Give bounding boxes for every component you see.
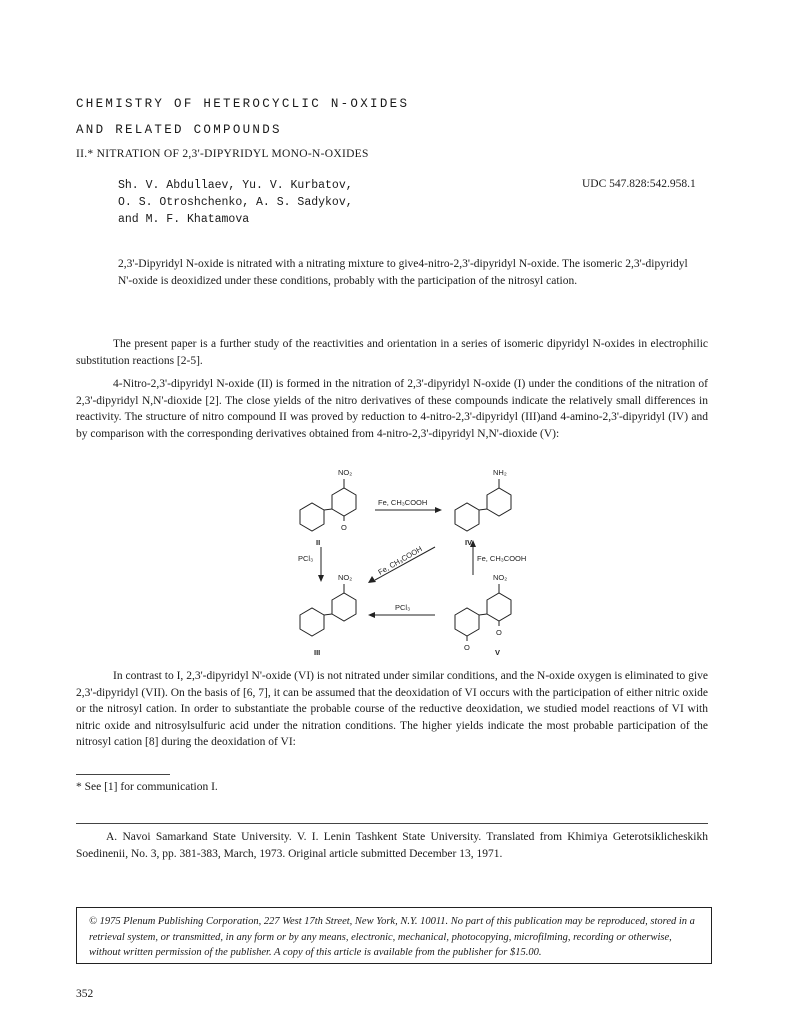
reagent-label: Fe, CH₃COOH <box>376 544 424 577</box>
page-number: 352 <box>76 988 94 1000</box>
compound-label: III <box>314 648 321 657</box>
series-title-line1: CHEMISTRY OF HETEROCYCLIC N-OXIDES <box>76 97 410 111</box>
footnote: * See [1] for communication I. <box>76 781 218 793</box>
article-subtitle: II.* NITRATION OF 2,3'-DIPYRIDYL MONO-N-OXIDES <box>76 148 369 160</box>
paragraph-3: In contrast to I, 2,3'-dipyridyl N'-oxide (VI) is not nitrated under similar conditions, and the N-oxide oxygen is eliminated to give 2,3'-dipyridyl (VII). On the basis of [6, 7], it can be assumed that the deoxidation of VI occurs with the participation of either nitric oxide or the nitrosyl cation. In order to substantiate the probable course of the reductive deoxidation, we studied model reactions of VI with nitric oxide and nitrosylsulfuric acid under the nitration conditions. The higher yields indicate the most probable participation of the nitrosyl cation [8] during the deoxidation of VI: <box>76 670 708 749</box>
pyridine-ring <box>300 608 324 636</box>
footnote-rule <box>76 774 170 775</box>
udc-code: UDC 547.828:542.958.1 <box>582 178 696 190</box>
o-label: O <box>496 628 502 637</box>
pyridine-ring <box>455 503 479 531</box>
reaction-scheme <box>280 455 540 660</box>
compound-label: IV <box>465 538 473 547</box>
series-title-line2: AND RELATED COMPOUNDS <box>76 123 282 137</box>
affiliation-rule <box>76 823 708 824</box>
pyridine-ring <box>300 503 324 531</box>
authors-line: O. S. Otroshchenko, A. S. Sadykov, <box>118 196 353 209</box>
reagent-label: PCl₃ <box>298 554 314 563</box>
pyridine-ring <box>332 593 356 621</box>
pyridine-n-oxide-ring <box>455 608 479 636</box>
authors-line: and M. F. Khatamova <box>118 213 250 226</box>
o-label: O <box>464 643 470 652</box>
no2-label: NO₂ <box>338 573 353 582</box>
paragraph-1: The present paper is a further study of the reactivities and orientation in a series of isomeric dipyridyl N-oxides in electrophilic substitution reactions [2-5]. <box>76 338 708 367</box>
no2-label: NO₂ <box>493 573 508 582</box>
no2-label: NO₂ <box>338 468 353 477</box>
paragraph-2: 4-Nitro-2,3'-dipyridyl N-oxide (II) is formed in the nitration of 2,3'-dipyridyl N-oxide (I) under the conditions of the nitration of 2,3'-dipyridyl N,N'-dioxide [2]. The close yields of the nitro derivatives of these compounds indicate the relatively small differences in reactivity. The structure of nitro compound II was proved by reduction to 4-nitro-2,3'-dipyridyl (III)and 4-amino-2,3'-dipyridyl (IV) and by comparison with the corresponding derivatives obtained from 4-nitro-2,3'-dipyridyl N,N'-dioxide (V): <box>76 378 708 440</box>
nh2-label: NH₂ <box>493 468 507 477</box>
pyridine-n-oxide-ring <box>332 488 356 516</box>
pyridine-n-oxide-ring <box>487 593 511 621</box>
authors-line: Sh. V. Abdullaev, Yu. V. Kurbatov, <box>118 179 353 192</box>
compound-label: II <box>316 538 321 547</box>
reagent-label: Fe, CH₃COOH <box>378 498 428 507</box>
reagent-label: PCl₃ <box>395 603 411 612</box>
pyridine-ring <box>487 488 511 516</box>
affiliation: A. Navoi Samarkand State University. V. I. Lenin Tashkent State University. Translated from Khimiya Geterotsiklicheskikh Soedinenii, No. 3, pp. 381-383, March, 1973. Original article submitted December 13, 1971. <box>76 831 708 860</box>
copyright-box <box>76 907 712 964</box>
abstract: 2,3'-Dipyridyl N-oxide is nitrated with a nitrating mixture to give4-nitro-2,3'-dipyridyl N-oxide. The isomeric 2,3'-dipyridyl N'-oxide is deoxidized under these conditions, probably with the participation of the nitrosyl cation. <box>118 258 688 287</box>
authors-block <box>118 177 353 228</box>
compound-label: V <box>495 648 501 657</box>
reagent-label: Fe, CH₃COOH <box>477 554 527 563</box>
copyright-notice: © 1975 Plenum Publishing Corporation, 227 West 17th Street, New York, N.Y. 10011. No part of this publication may be reproduced, stored in a retrieval system, or transmitted, in any form or by any means, electronic, mechanical, photocopying, microfilming, recording or otherwise, without written permission of the publisher. A copy of this article is available from the publisher for $15.00. <box>89 916 695 958</box>
o-label: O <box>341 523 347 532</box>
